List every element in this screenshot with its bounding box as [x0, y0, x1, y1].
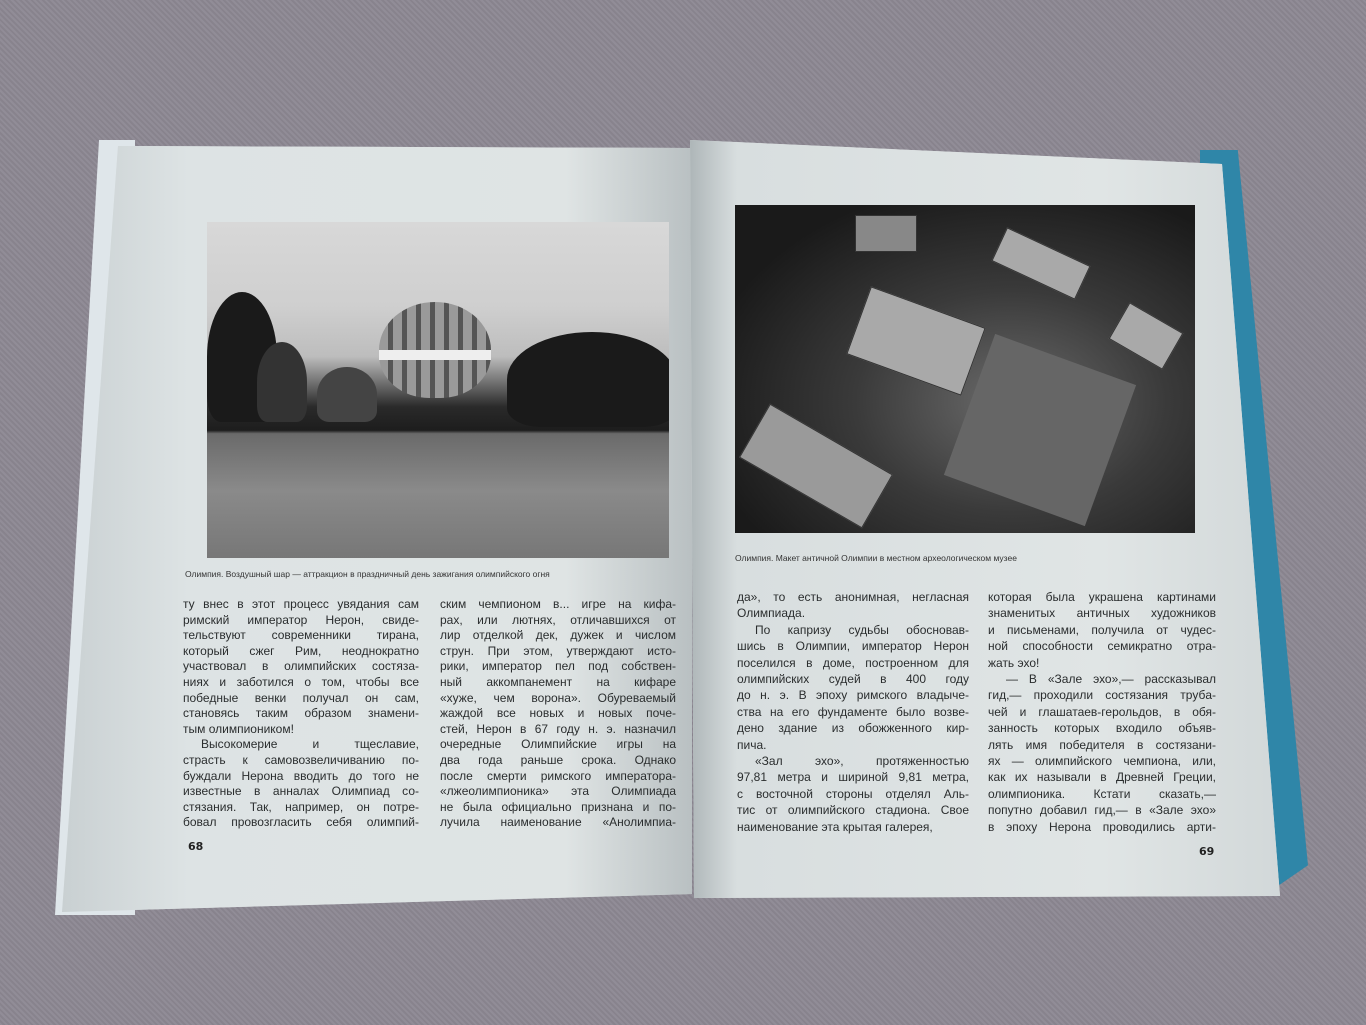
- photo-caption-right: Олимпия. Макет античной Олимпии в местном археологическом музее: [735, 553, 1017, 563]
- text-line: как их называли в Древней Греции,: [988, 770, 1216, 785]
- left-column-2: [440, 597, 676, 831]
- text-line: чей и глашатаев-герольдов, в обя-: [988, 704, 1216, 719]
- text-line: ной способности семикратно отра-: [988, 639, 1216, 654]
- text-line: римский император Нерон, свиде-: [183, 612, 419, 627]
- text-line: наименование эта крытая галерея,: [737, 819, 933, 834]
- text-line: лять имя победителя в состязани-: [988, 737, 1216, 752]
- text-line: попутно добавил гид,— в «Зале эхо»: [988, 803, 1216, 818]
- text-line: шись в Олимпии, император Нерон: [737, 639, 969, 654]
- text-line: тым олимпиоником!: [183, 721, 294, 736]
- text-line: ту внес в этот процесс увядания сам: [183, 597, 419, 611]
- text-line: становясь таким образом знамени-: [183, 706, 419, 721]
- text-line: жаждой все новых и новых поче-: [440, 706, 676, 721]
- text-line: буждали Нерона вводить до того не: [183, 768, 419, 783]
- left-column-1: [183, 597, 419, 831]
- text-line: «хуже, чем ворона». Обуреваемый: [440, 690, 676, 705]
- text-line: лучила наименование «Анолимпиа-: [440, 815, 676, 830]
- photo-caption-left: Олимпия. Воздушный шар — аттракцион в праздничный день зажигания олимпийского огня: [185, 569, 550, 579]
- text-line: не была официально признана и по-: [440, 799, 676, 814]
- text-line: тельствуют современники тирана,: [183, 628, 419, 643]
- text-line: который сжег Рим, неоднократно: [183, 643, 419, 658]
- text-line: которая была украшена картинами: [988, 590, 1216, 604]
- text-line: страсть к самовозвеличиванию по-: [183, 752, 419, 767]
- text-line: пича.: [737, 737, 767, 752]
- text-line: два года раньше срока. Однако: [440, 752, 676, 767]
- olympia-model-photo: [735, 205, 1195, 533]
- text-line: стязания. Так, например, он потре-: [183, 799, 419, 814]
- text-line: победные венки получал он сам,: [183, 690, 419, 705]
- text-line: дено здание из обожженного кир-: [737, 721, 969, 736]
- text-line: струн. При этом, утверждают исто-: [440, 643, 676, 658]
- text-line: жать эхо!: [988, 655, 1040, 670]
- text-line: ским чемпионом в... игре на кифа-: [440, 597, 676, 611]
- text-line: поселился в доме, построенном для: [737, 655, 969, 670]
- text-line: лир отделкой дек, дужек и числом: [440, 628, 676, 643]
- text-line: и письменами, получила от чудес-: [988, 622, 1216, 637]
- text-line: ях — олимпийского чемпиона, или,: [988, 754, 1216, 769]
- text-line: По капризу судьбы обосновав-: [755, 622, 969, 637]
- balloon-band: [379, 350, 491, 360]
- text-line: с восточной стороны отделял Аль-: [737, 786, 969, 801]
- text-line: рах, или лютнях, отличавшихся от: [440, 612, 676, 627]
- right-column-2: [988, 589, 1216, 835]
- text-line: известные в анналах Олимпиад со-: [183, 784, 419, 799]
- page-number-right: 69: [1199, 845, 1215, 858]
- right-column-1: [737, 589, 969, 835]
- text-line: олимпийских судей в 400 году: [737, 672, 969, 687]
- text-line: до н. э. В эпоху римского владыче-: [737, 688, 969, 703]
- text-line: — В «Зале эхо»,— рассказывал: [1006, 672, 1216, 687]
- text-line: после смерти римского императора-: [440, 768, 676, 783]
- text-line: ный аккомпанемент на кифаре: [440, 674, 676, 689]
- text-line: стей, Нерон в 67 году н. э. назначил: [440, 721, 676, 736]
- text-line: занность которых входило объяв-: [988, 721, 1216, 736]
- text-line: бовал провозгласить себя олимпий-: [183, 815, 419, 830]
- text-line: тис от олимпийского стадиона. Свое: [737, 803, 969, 818]
- text-line: очередные Олимпийские игры на: [440, 737, 676, 752]
- text-line: «лжеолимпионика» эта Олимпиада: [440, 784, 676, 799]
- text-line: участвовал в олимпийских состяза-: [183, 659, 419, 674]
- text-line: ниях и заботился о том, чтобы все: [183, 674, 419, 689]
- page-number-left: 68: [188, 840, 204, 853]
- text-line: ства на его фундаменте было возве-: [737, 704, 969, 719]
- text-line: «Зал эхо», протяженностью: [755, 754, 969, 769]
- balloon-photo: [207, 222, 669, 558]
- text-line: Высокомерие и тщеславие,: [201, 737, 419, 752]
- text-line: да», то есть анонимная, негласная: [737, 590, 969, 604]
- text-line: гид,— проходили состязания трубa-: [988, 688, 1216, 703]
- text-line: олимпионика. Кстати сказать,—: [988, 786, 1216, 801]
- text-line: Олимпиада.: [737, 606, 806, 621]
- text-line: 97,81 метра и шириной 9,81 метра,: [737, 770, 969, 785]
- text-line: рики, император пел под собствен-: [440, 659, 676, 674]
- text-line: в эпоху Нерона проводились арти-: [988, 819, 1216, 834]
- text-line: знаменитых античных художников: [988, 606, 1216, 621]
